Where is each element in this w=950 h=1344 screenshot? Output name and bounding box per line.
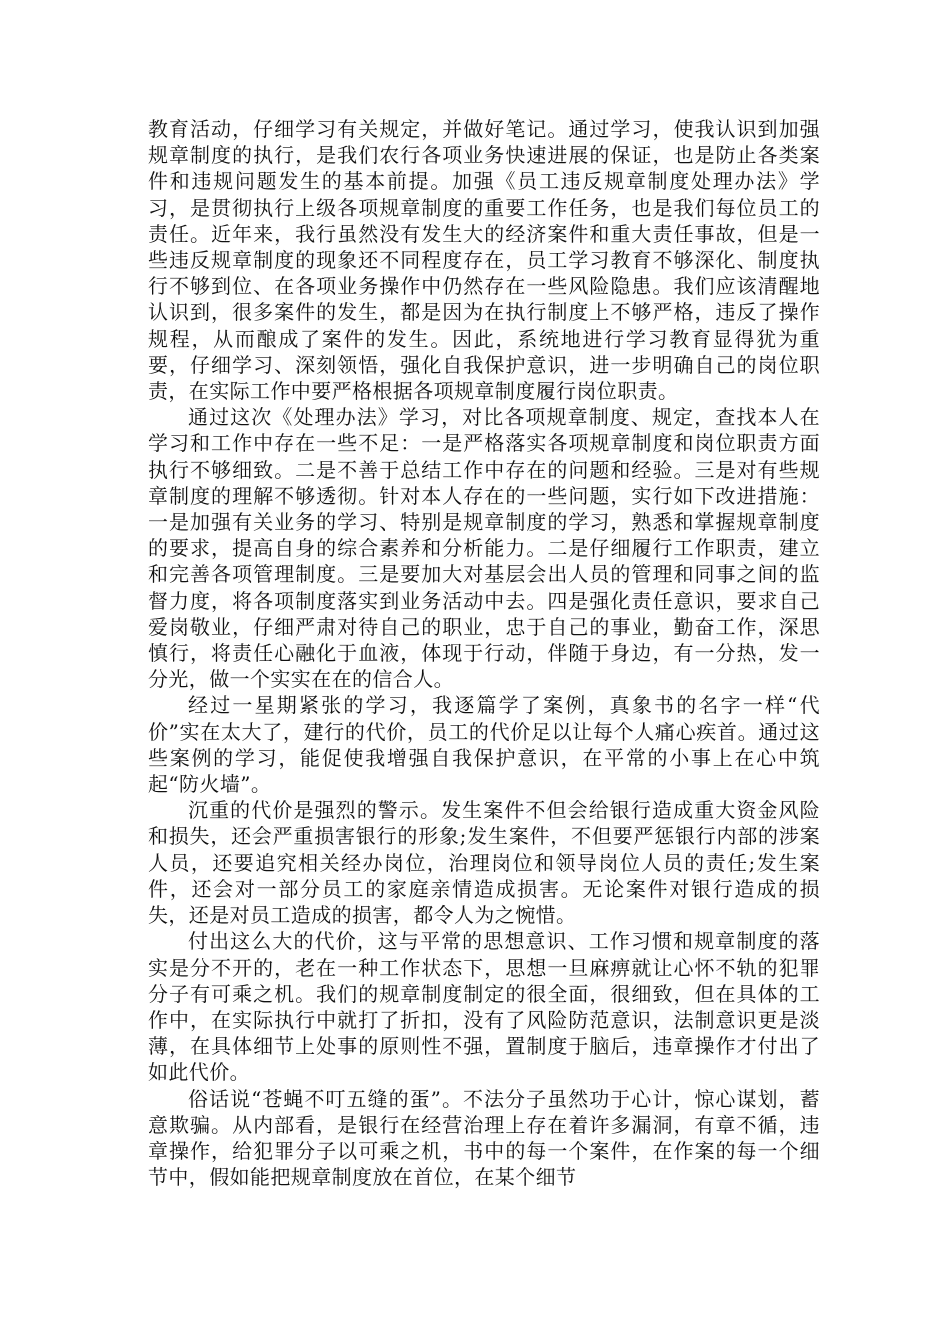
paragraph-3: 经过一星期紧张的学习，我逐篇学了案例，真象书的名字一样“代价”实在太大了，建行的代价，员工的代价足以让每个人痛心疾首。通过这些案例的学习，能促使我增强自我保护意识，在平常的小事上在心中筑起“防火墙”。 [148,693,820,797]
paragraph-4: 沉重的代价是强烈的警示。发生案件不但会给银行造成重大资金风险和损失，还会严重损害银行的形象;发生案件，不但要严惩银行内部的涉案人员，还要追究相关经办岗位，治理岗位和领导岗位人员的责任;发生案件，还会对一部分员工的家庭亲情造成损害。无论案件对银行造成的损失，还是对员工造成的损害，都令人为之惋惜。 [148,798,820,928]
paragraph-6: 俗话说“苍蝇不叮五缝的蛋”。不法分子虽然功于心计，惊心谋划，蓄意欺骗。从内部看，是银行在经营治理上存在着许多漏洞，有章不循，违章操作，给犯罪分子以可乘之机，书中的每一个案件，在作案的每一个细节中，假如能把规章制度放在首位，在某个细节 [148,1086,820,1190]
document-page [148,116,820,1190]
paragraph-5: 付出这么大的代价，这与平常的思想意识、工作习惯和规章制度的落实是分不开的，老在一种工作状态下，思想一旦麻痹就让心怀不轨的犯罪分子有可乘之机。我们的规章制度制定的很全面，很细致，但在具体的工作中，在实际执行中就打了折扣，没有了风险防范意识，法制意识更是淡薄，在具体细节上处事的原则性不强，置制度于脑后，违章操作才付出了如此代价。 [148,929,820,1085]
paragraph-1: 教育活动，仔细学习有关规定，并做好笔记。通过学习，使我认识到加强规章制度的执行，是我们农行各项业务快速进展的保证，也是防止各类案件和违规问题发生的基本前提。加强《员工违反规章制度处理办法》学习，是贯彻执行上级各项规章制度的重要工作任务，也是我们每位员工的责任。近年来，我行虽然没有发生大的经济案件和重大责任事故，但是一些违反规章制度的现象还不同程度存在，员工学习教育不够深化、制度执行不够到位、在各项业务操作中仍然存在一些风险隐患。我们应该清醒地认识到，很多案件的发生，都是因为在执行制度上不够严格，违反了操作规程，从而酿成了案件的发生。因此，系统地进行学习教育显得犹为重要，仔细学习、深刻领悟，强化自我保护意识，进一步明确自己的岗位职责，在实际工作中要严格根据各项规章制度履行岗位职责。 [148,117,820,404]
paragraph-2: 通过这次《处理办法》学习，对比各项规章制度、规定，查找本人在学习和工作中存在一些不足：一是严格落实各项规章制度和岗位职责方面执行不够细致。二是不善于总结工作中存在的问题和经验。三是对有些规章制度的理解不够透彻。针对本人存在的一些问题，实行如下改进措施：一是加强有关业务的学习、特别是规章制度的学习，熟悉和掌握规章制度的要求，提高自身的综合素养和分析能力。二是仔细履行工作职责，建立和完善各项管理制度。三是要加大对基层会出人员的管理和同事之间的监督力度，将各项制度落实到业务活动中去。四是强化责任意识，要求自己爱岗敬业，仔细严肃对待自己的职业，忠于自己的事业，勤奋工作，深思慎行，将责任心融化于血液，体现于行动，伴随于身边，有一分热，发一分光，做一个实实在在的信合人。 [148,405,820,692]
